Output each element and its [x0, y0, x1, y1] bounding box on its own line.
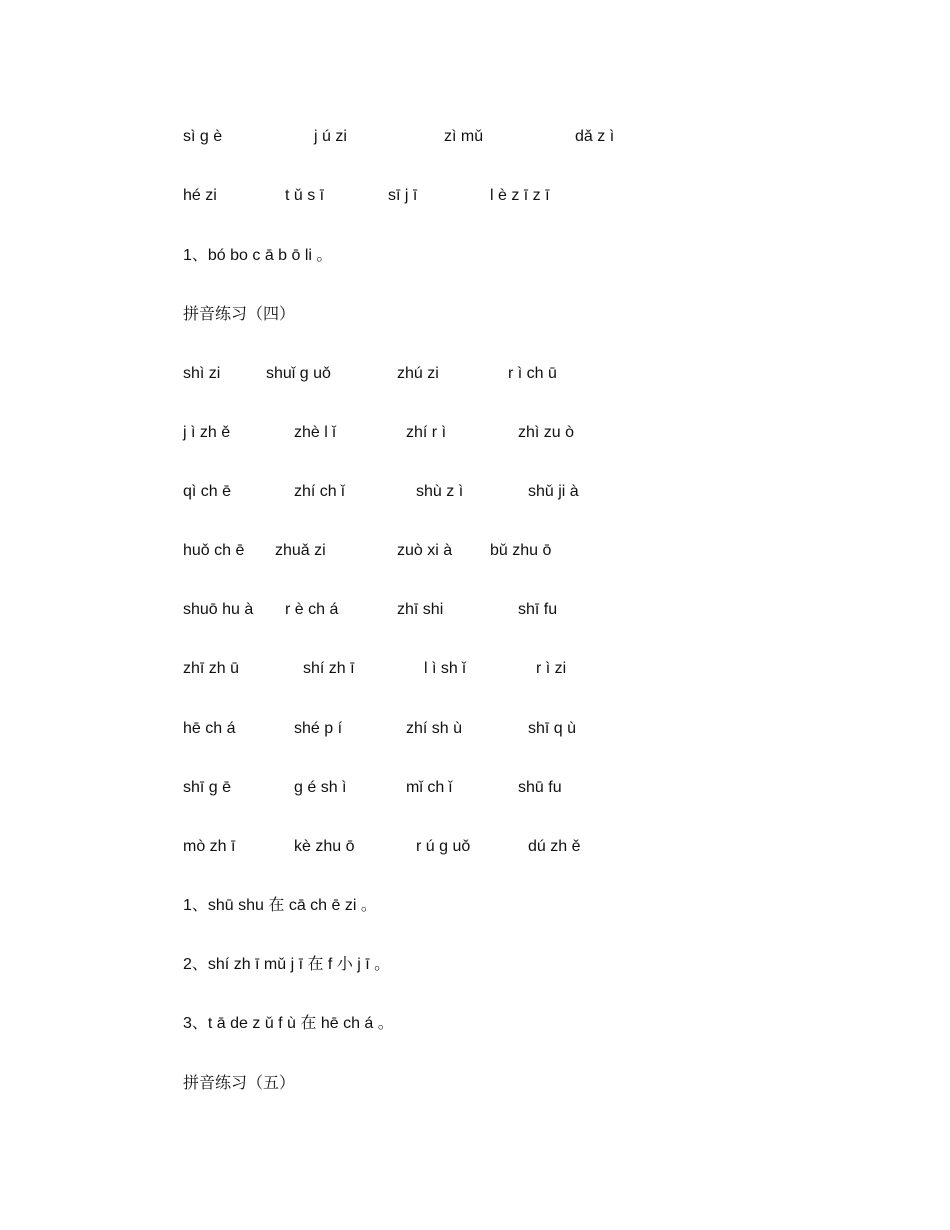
pinyin-word: hé zi	[183, 187, 217, 204]
pinyin-word: qì ch ē	[183, 483, 232, 500]
pinyin-word: mǐ ch ǐ	[406, 779, 453, 796]
pinyin-word: zhí sh ù	[406, 720, 463, 737]
pinyin-word: shī fu	[518, 601, 558, 618]
pinyin-word: sī j ī	[388, 187, 418, 204]
pinyin-word: sì g è	[183, 128, 223, 145]
pinyin-word: shǔ ji à	[528, 483, 579, 500]
pinyin-word: zhuǎ zi	[275, 542, 326, 559]
sentence-line: 2、shí zh ī mǔ j ī 在 f 小 j ī 。	[183, 956, 391, 973]
pinyin-word: mò zh ī	[183, 838, 236, 855]
section-heading: 拼音练习（四）	[183, 304, 296, 323]
pinyin-word: shū fu	[518, 779, 562, 796]
pinyin-word: j ú zi	[314, 128, 347, 145]
pinyin-word: shù z ì	[416, 483, 464, 500]
pinyin-word: zuò xi à	[397, 542, 453, 559]
pinyin-word: kè zhu ō	[294, 838, 355, 855]
section-heading: 拼音练习（五）	[183, 1073, 296, 1092]
pinyin-word: zhú zi	[397, 365, 439, 382]
pinyin-word: dǎ z ì	[575, 128, 615, 145]
pinyin-word: shí zh ī	[303, 660, 355, 677]
pinyin-word: shì zi	[183, 365, 221, 382]
pinyin-word: hē ch á	[183, 720, 236, 737]
pinyin-word: zhí r ì	[406, 424, 447, 441]
pinyin-word: zhí ch ǐ	[294, 483, 345, 500]
pinyin-word: shī q ù	[528, 720, 577, 737]
pinyin-word: t ǔ s ī	[285, 187, 325, 204]
pinyin-word: shuǐ g uǒ	[266, 365, 331, 382]
pinyin-word: r ì zi	[536, 660, 567, 677]
pinyin-word: shé p í	[294, 720, 343, 737]
pinyin-word: r è ch á	[285, 601, 339, 618]
pinyin-word: r ú g uǒ	[416, 838, 471, 855]
sentence-line: 3、t ā de z ǔ f ù 在 hē ch á 。	[183, 1015, 394, 1032]
pinyin-word: zì mǔ	[444, 128, 484, 145]
pinyin-word: zhī shi	[397, 601, 444, 618]
pinyin-word: r ì ch ū	[508, 365, 557, 382]
pinyin-word: zhè l ǐ	[294, 424, 336, 441]
pinyin-word: j ì zh ě	[183, 424, 231, 441]
pinyin-word: l ì sh ǐ	[424, 660, 466, 677]
sentence-line: 1、bó bo c ā b ō li 。	[183, 247, 333, 264]
sentence-line: 1、shū shu 在 cā ch ē zi 。	[183, 897, 377, 914]
pinyin-word: g é sh ì	[294, 779, 347, 796]
pinyin-word: huǒ ch ē	[183, 542, 245, 559]
pinyin-word: zhì zu ò	[518, 424, 575, 441]
pinyin-word: bǔ zhu ō	[490, 542, 552, 559]
pinyin-word: zhī zh ū	[183, 660, 240, 677]
pinyin-word: shuō hu à	[183, 601, 254, 618]
pinyin-word: dú zh ě	[528, 838, 581, 855]
pinyin-word: l è z ī z ī	[490, 187, 550, 204]
pinyin-word: shī g ē	[183, 779, 232, 796]
